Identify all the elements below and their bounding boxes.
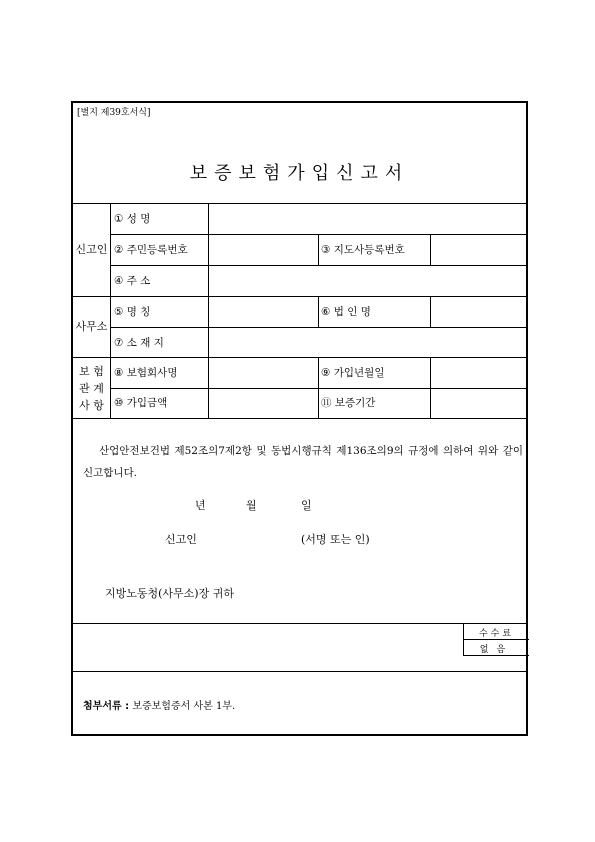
attachments bbox=[83, 697, 235, 712]
cell-rule bbox=[318, 357, 319, 418]
amount-input[interactable] bbox=[210, 390, 316, 417]
cell-rule bbox=[430, 357, 431, 418]
address-input[interactable] bbox=[210, 267, 524, 295]
fee-label: 수수료 bbox=[478, 629, 515, 639]
fee-value: 없음 bbox=[479, 645, 514, 655]
field-guide-registration-label: ③ 지도사등록번호 bbox=[321, 244, 405, 256]
field-address-label: ④ 주 소 bbox=[114, 275, 151, 287]
table-top-rule bbox=[73, 203, 526, 204]
attachments-text: 보증보험증서 사본 1부. bbox=[132, 701, 236, 712]
field-join-date-label: ⑨ 가입년월일 bbox=[321, 367, 385, 379]
insurer-name-input[interactable] bbox=[210, 359, 316, 387]
guide-registration-input[interactable] bbox=[432, 236, 524, 264]
fee-divider bbox=[464, 639, 529, 640]
corporation-name-input[interactable] bbox=[432, 298, 524, 326]
table-bottom-rule bbox=[73, 418, 526, 419]
cell-rule bbox=[318, 296, 319, 327]
field-name-label: ① 성 명 bbox=[114, 213, 151, 225]
name-input[interactable] bbox=[210, 205, 524, 233]
field-insurer-name-label: ⑧ 보험회사명 bbox=[114, 367, 178, 379]
field-corporation-name-label: ⑥ 법 인 명 bbox=[321, 306, 371, 318]
form-title: 보증보험가입신고서 bbox=[189, 163, 410, 184]
resident-number-input[interactable] bbox=[210, 236, 316, 264]
section-rule bbox=[73, 671, 526, 672]
group-rule bbox=[73, 357, 526, 358]
field-location-label: ⑦ 소 재 지 bbox=[114, 337, 164, 349]
date-year-label: 년 bbox=[195, 499, 206, 512]
signature-note: (서명 또는 인) bbox=[301, 533, 370, 546]
group-office: 사무소 bbox=[75, 320, 108, 333]
office-name-input[interactable] bbox=[210, 298, 316, 326]
declaration-text: 산업안전보건법 제52조의7제2항 및 동법시행규칙 제136조의9의 규정에 의하여 위와 같이 신고합니다. bbox=[83, 445, 523, 479]
field-office-name-label: ⑤ 명 칭 bbox=[114, 306, 151, 318]
group-column-rule bbox=[110, 203, 111, 418]
group-insurance: 보 험 관 계 사 항 bbox=[79, 365, 104, 412]
cell-rule bbox=[318, 234, 319, 265]
cell-rule bbox=[430, 296, 431, 327]
field-resident-number-label: ② 주민등록번호 bbox=[114, 244, 188, 256]
period-input[interactable] bbox=[432, 390, 524, 417]
group-rule bbox=[73, 296, 526, 297]
fee-box bbox=[463, 623, 529, 656]
date-month-label: 월 bbox=[246, 499, 257, 512]
label-column-rule bbox=[208, 203, 209, 418]
location-input[interactable] bbox=[210, 329, 524, 356]
form-number: [별지 제39호서식] bbox=[77, 108, 151, 118]
row-rule bbox=[110, 327, 526, 328]
date-day-label: 일 bbox=[301, 499, 312, 512]
row-rule bbox=[110, 265, 526, 266]
addressee: 지방노동청(사무소)장 귀하 bbox=[105, 587, 234, 600]
attachments-label: 첨부서류 : bbox=[83, 701, 130, 712]
section-rule bbox=[73, 623, 526, 624]
cell-rule bbox=[430, 234, 431, 265]
field-amount-label: ⑩ 가입금액 bbox=[114, 397, 168, 409]
report-form bbox=[71, 101, 528, 736]
signer-label: 신고인 bbox=[165, 533, 197, 546]
field-period-label: ⑪ 보증기간 bbox=[321, 397, 376, 409]
group-reporter: 신고인 bbox=[75, 243, 108, 256]
join-date-input[interactable] bbox=[432, 359, 524, 387]
